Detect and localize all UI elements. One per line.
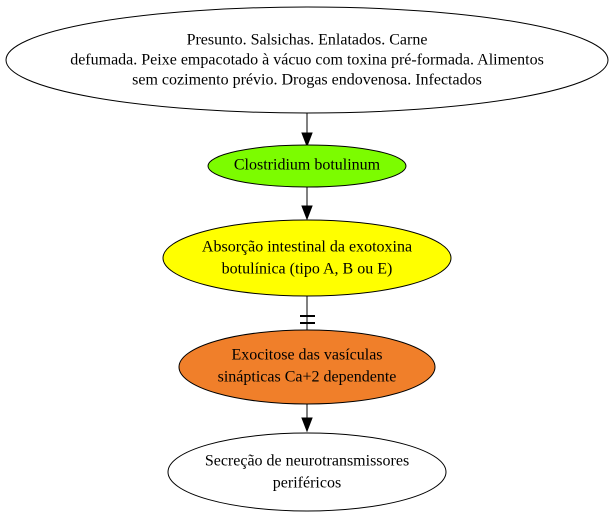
node-clostridium: [208, 145, 406, 187]
node-food-sources: [6, 7, 608, 113]
node-label-line: Secreção de neurotransmissores: [204, 452, 410, 470]
node-vesicle-exocytosis: [179, 330, 435, 404]
node-shape: [168, 433, 446, 511]
edge-organism-to-absorption: [302, 187, 312, 219]
node-neurotransmitter-secretion: [168, 433, 446, 511]
node-label-line: sem cozimento prévio. Drogas endovenosa. Infectados: [132, 71, 482, 89]
node-label-line: Absorção intestinal da exotoxina: [201, 238, 413, 256]
edge-exocytosis-to-secretion: [302, 404, 312, 431]
edge-absorption-to-exocytosis: [300, 296, 315, 330]
arrow-head: [302, 133, 312, 146]
node-label-line: defumada. Peixe empacotado à vácuo com toxina pré-formada. Alimentos: [70, 51, 544, 69]
node-label-line: Exocitose das vasículas: [231, 346, 383, 364]
node-label-line: botulínica (tipo A, B ou E): [221, 260, 393, 278]
arrow-head: [302, 418, 312, 431]
node-intestinal-absorption: [163, 220, 451, 296]
node-shape: [179, 330, 435, 404]
edge-sources-to-organism: [302, 113, 312, 146]
node-label-line: Presunto. Salsichas. Enlatados. Carne: [186, 31, 428, 49]
node-shape: [163, 220, 451, 296]
arrow-head: [302, 206, 312, 219]
node-label-line: periféricos: [272, 474, 342, 492]
node-label-line: Clostridium botulinum: [233, 156, 381, 174]
node-label-line: sinápticas Ca+2 dependente: [217, 368, 397, 386]
